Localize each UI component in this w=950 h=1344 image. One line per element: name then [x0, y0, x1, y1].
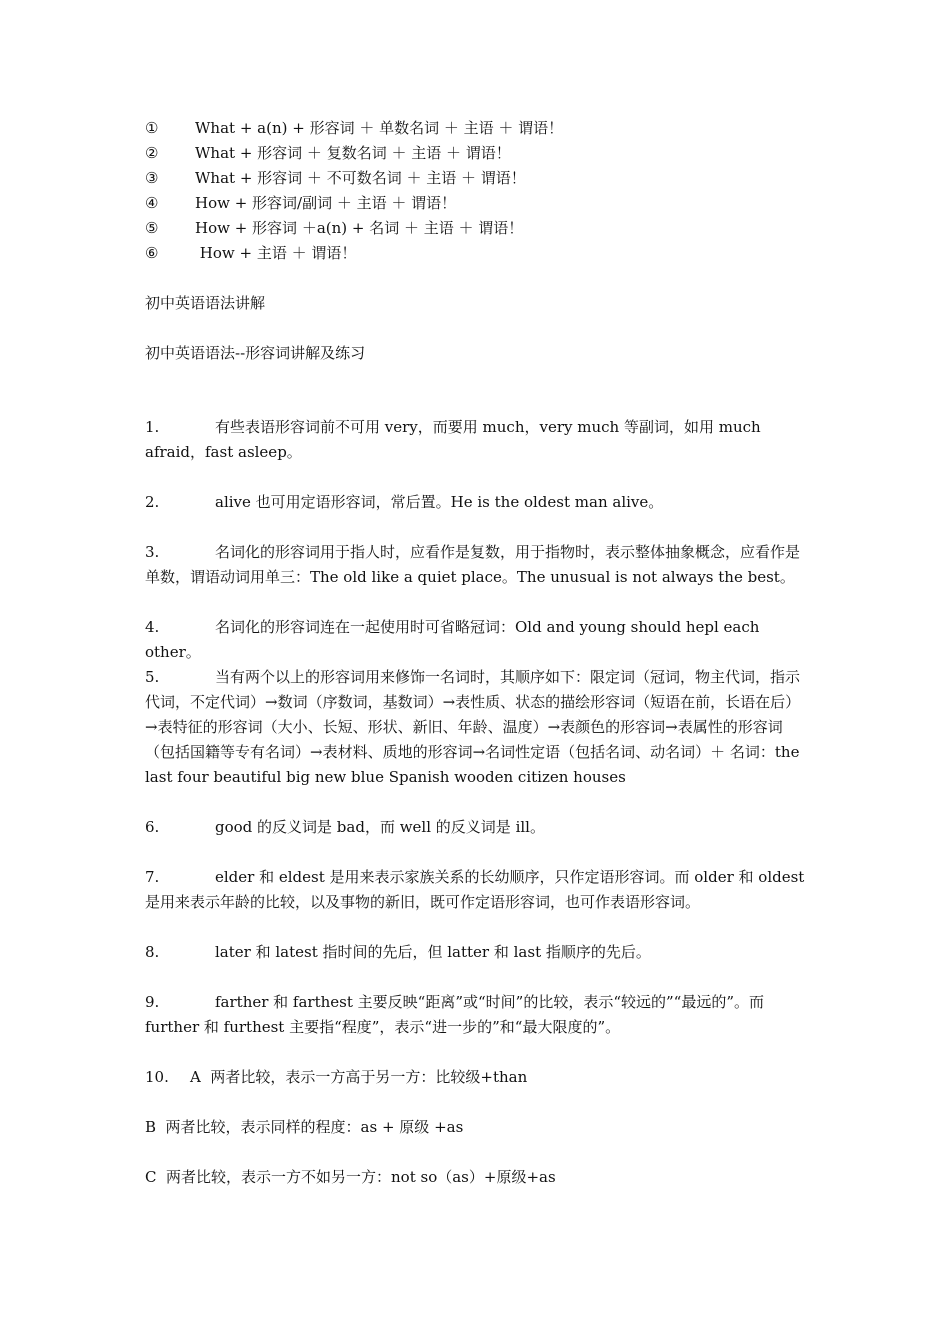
item-text: 名词化的形容词用于指人时，应看作是复数，用于指物时，表示整体抽象概念，应看作是单数，谓语动词用单三：The old like a quiet place。The unusual is not always the best。	[145, 543, 801, 586]
list-item-10	[145, 1065, 810, 1090]
list-item-7	[145, 865, 810, 915]
pattern-number: ⑤	[145, 219, 159, 237]
list-item-9	[145, 990, 810, 1040]
list-item-2	[145, 490, 810, 515]
item-number: 3.	[145, 543, 160, 561]
item-text: A 两者比较，表示一方高于另一方：比较级+than	[190, 1068, 528, 1086]
heading-adjectives: 初中英语语法--形容词讲解及练习	[145, 344, 366, 362]
pattern-text: How + 形容词/副词 ＋ 主语 ＋ 谓语！	[195, 194, 457, 212]
pattern-number: ②	[145, 144, 159, 162]
pattern-text: What + 形容词 ＋ 不可数名词 ＋ 主语 ＋ 谓语！	[195, 169, 526, 187]
pattern-number: ③	[145, 169, 159, 187]
item-number: 5.	[145, 668, 160, 686]
item-number: 2.	[145, 493, 160, 511]
pattern-text: What + 形容词 ＋ 复数名词 ＋ 主语 ＋ 谓语！	[195, 144, 511, 162]
comparison-line-c: C 两者比较，表示一方不如另一方：not so（as）+原级+as	[145, 1168, 556, 1186]
pattern-text: How + 主语 ＋ 谓语！	[195, 244, 357, 262]
pattern-number: ⑥	[145, 244, 159, 262]
list-item-3	[145, 540, 810, 590]
pattern-number: ④	[145, 194, 159, 212]
item-text: 当有两个以上的形容词用来修饰一名词时，其顺序如下：限定词（冠词，物主代词，指示代词，不定代词）→数词（序数词，基数词）→表性质、状态的描绘形容词（短语在前，长语在后）→表特征的形容词（大小、长短、形状、新旧、年龄、温度）→表颜色的形容词→表属性的形容词（包括国籍等专有名词）→表材料、质地的形容词→名词性定语（包括名词、动名词）＋ 名词：the last four beautiful big new blue Spanish wooden citizen houses	[145, 668, 801, 786]
item-number: 1.	[145, 418, 160, 436]
item-number: 8.	[145, 943, 160, 961]
item-number: 10.	[145, 1068, 169, 1086]
pattern-number: ①	[145, 119, 159, 137]
list-item-4	[145, 615, 810, 665]
item-text: later 和 latest 指时间的先后，但 latter 和 last 指顺序的先后。	[215, 943, 651, 961]
item-number: 6.	[145, 818, 160, 836]
item-text: good 的反义词是 bad，而 well 的反义词是 ill。	[215, 818, 545, 836]
pattern-text: What + a(n) + 形容词 ＋ 单数名词 ＋ 主语 ＋ 谓语！	[195, 119, 564, 137]
item-text: alive 也可用定语形容词，常后置。He is the oldest man alive。	[215, 493, 664, 511]
item-number: 4.	[145, 618, 160, 636]
list-item-8	[145, 940, 810, 965]
heading-grammar: 初中英语语法讲解	[145, 294, 266, 312]
list-item-6	[145, 815, 810, 840]
item-number: 7.	[145, 868, 160, 886]
item-text: elder 和 eldest 是用来表示家族关系的长幼顺序，只作定语形容词。而 older 和 oldest 是用来表示年龄的比较，以及事物的新旧，既可作定语形容词，也可作表语形容词。	[145, 868, 805, 911]
list-item-1	[145, 415, 810, 465]
list-item-5	[145, 665, 810, 790]
item-text: 有些表语形容词前不可用 very，而要用 much，very much 等副词，如用 much afraid，fast asleep。	[145, 418, 761, 461]
item-text: 名词化的形容词连在一起使用时可省略冠词：Old and young should hepl each other。	[145, 618, 760, 661]
pattern-text: How + 形容词 ＋a(n) + 名词 ＋ 主语 ＋ 谓语！	[195, 219, 524, 237]
comparison-line-b: B 两者比较，表示同样的程度：as + 原级 +as	[145, 1118, 464, 1136]
item-text: farther 和 farthest 主要反映“距离”或“时间”的比较，表示“较远的”“最远的”。而 further 和 furthest 主要指“程度”，表示“进一步的”和“最大限度的”。	[145, 993, 765, 1036]
item-number: 9.	[145, 993, 160, 1011]
